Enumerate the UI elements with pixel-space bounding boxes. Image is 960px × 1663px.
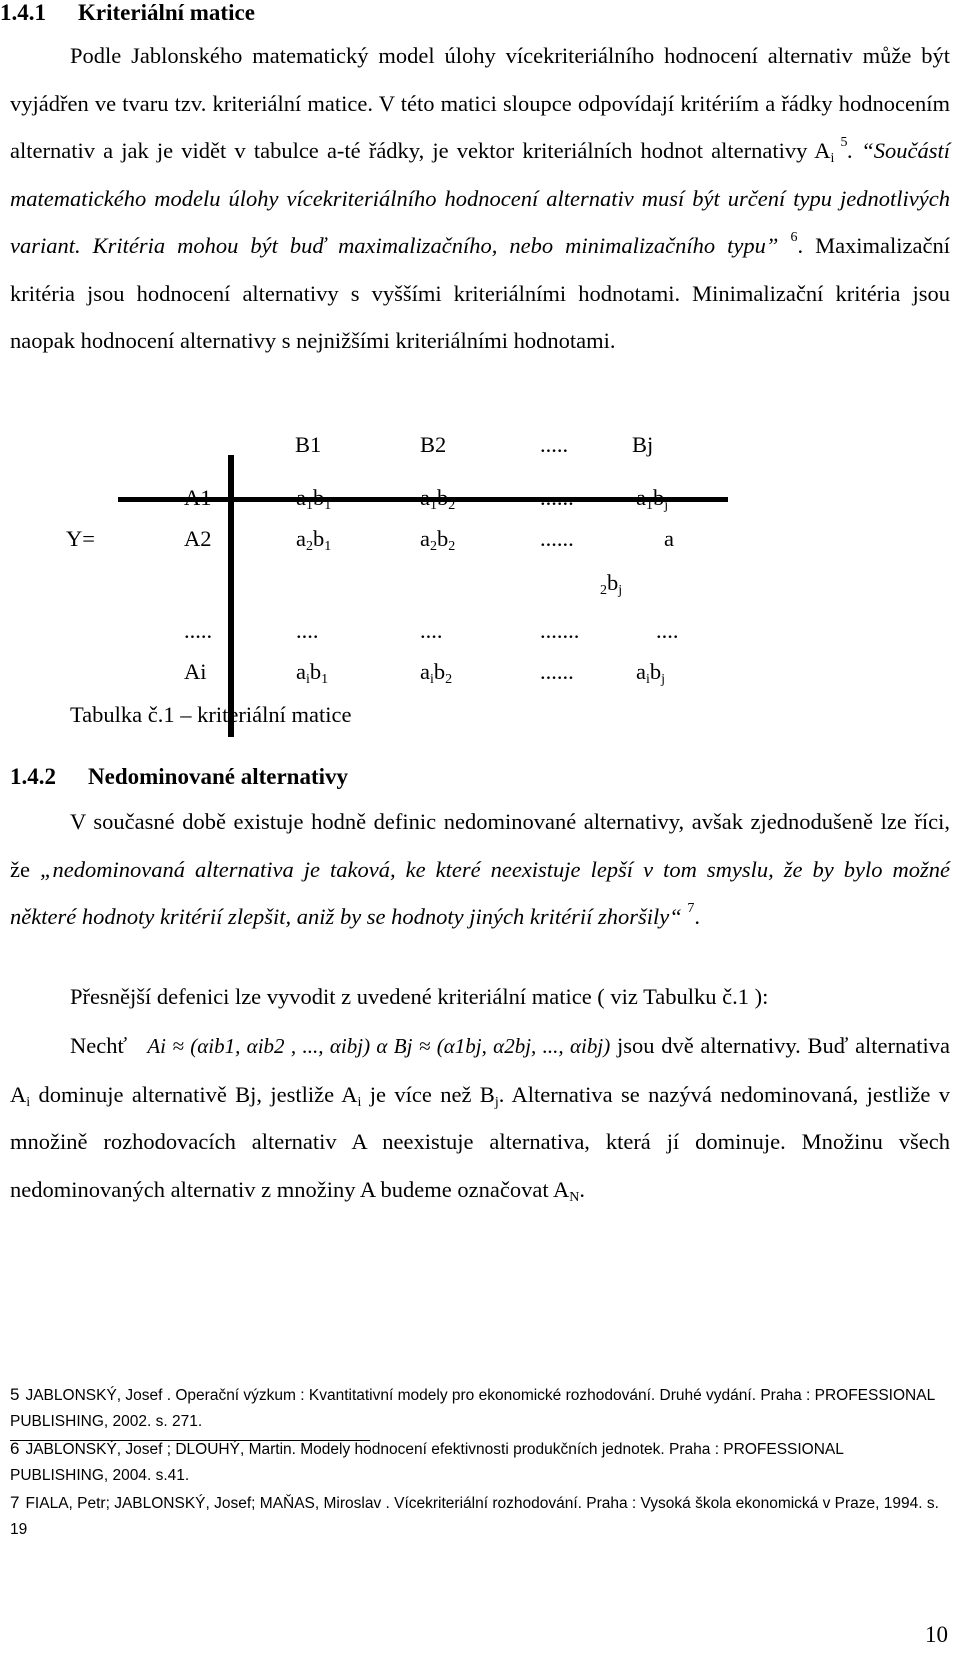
footnote-ref-5[interactable]: 5 bbox=[840, 135, 848, 150]
col-header-bj: Bj bbox=[632, 432, 654, 457]
cell-ai-b1: $a_ib_1$ bbox=[296, 659, 329, 687]
paragraph-definice bbox=[10, 973, 950, 1021]
cell-a1-dots: ...... bbox=[540, 485, 574, 510]
cell-a1-b1: $a_1b_1$ bbox=[296, 485, 332, 513]
quote-text: „nedominovaná alternativa je taková, ke které neexistuje lepší v tom smyslu, že by bylo možné některé hodnoty kritérií zlepšit, aniž by se hodnoty jiných kritérií zhoršily“ bbox=[10, 856, 950, 929]
cell-dots-2: .... bbox=[296, 618, 319, 643]
col-header-dots: ..... bbox=[540, 432, 569, 457]
paragraph-text: V současné době existuje hodně definic nedominované alternativy, avšak zjednodušeně lze říci, že bbox=[10, 809, 950, 882]
paragraph-nedominovane: V současné době existuje hodně definic nedominované alternativy, avšak zjednodušeně lze říci, že „nedominovaná alternativa je taková, ke které neexistuje lepší v tom smyslu, že by bylo možné některé hodnoty kritérií zlepšit, aniž by se hodnoty jiných kritérií zhoršily“ $^7$. bbox=[10, 809, 950, 929]
section-heading-1-4-2 bbox=[10, 764, 348, 790]
cell-dots-1: ..... bbox=[184, 618, 213, 643]
section-title: Nedominované alternativy bbox=[88, 764, 349, 789]
footnote-text: JABLONSKÝ, Josef . Operační výzkum : Kvantitativní modely pro ekonomické rozhodování. Druhé vydání. Praha : PROFESSIONAL PUBLISHING, 2002. s. 271. bbox=[10, 1387, 935, 1430]
col-header-b2: B2 bbox=[420, 432, 447, 457]
cell-dots-4: ....... bbox=[540, 618, 580, 643]
cell-dots-3: .... bbox=[420, 618, 443, 643]
col-header-b1: B1 bbox=[295, 432, 322, 457]
quote-text: . “Součástí matematického modelu úlohy vícekriteriálního hodnocení alternativ musí být určení typu jednotlivých variant. Kritéria mohou být buď maximalizačního, nebo minimalizačního typu” bbox=[10, 138, 950, 258]
footnote-number: 5 bbox=[10, 1385, 20, 1404]
cell-a1-b2: $a_1b_2$ bbox=[420, 485, 456, 513]
table-caption: Tabulka č.1 – kriteriální matice bbox=[70, 702, 352, 727]
row-label-a2: A2 bbox=[184, 526, 212, 551]
paragraph-text: . Maximalizační kritéria jsou hodnocení alternativy s vyššími kriteriálními hodnotami. Minimalizační kritéria jsou naopak hodnocení alternativy s nejnižšími kriteriálními hodnotami. bbox=[10, 233, 951, 353]
footnote-ref-6[interactable]: 6 bbox=[790, 230, 798, 245]
math-formula: Ai ≈ (αib1, αib2 , ..., αibj) α Bj ≈ (α1bj, α2bj, ..., αibj) bbox=[147, 1034, 611, 1058]
footnote-text: FIALA, Petr; JABLONSKÝ, Josef; MAŇAS, Miroslav . Vícekriteriální rozhodování. Praha : Vysoká škola ekonomická v Praze, 1994. s. 19 bbox=[10, 1495, 939, 1538]
cell-ai-dots: ...... bbox=[540, 659, 574, 684]
cell-a2-b2: $a_2b_2$ bbox=[420, 526, 456, 554]
cell-ai-bj: $a_ib_j$ bbox=[636, 659, 666, 687]
page-number: 10 bbox=[925, 1622, 948, 1647]
cell-ai-b2: $a_ib_2$ bbox=[420, 659, 453, 687]
paragraph-text: Nechť bbox=[70, 1033, 128, 1058]
cell-a2-dots: ...... bbox=[540, 526, 574, 551]
row-label-ai: Ai bbox=[184, 659, 207, 684]
footnote-7 bbox=[10, 1490, 940, 1543]
footnote-number: 7 bbox=[10, 1493, 20, 1512]
cell-a2-bj-start: a bbox=[664, 526, 674, 551]
paragraph-kriterialni-matice bbox=[10, 32, 950, 365]
paragraph-text: Podle Jablonského matematický model úlohy vícekriteriálního hodnocení alternativ může být vyjádřen ve tvaru tzv. kriteriální matice. V této matici sloupce odpovídají kritériím a řádky hodnocením alternativ a jak je vidět v tabulce a-té řádky, je vektor kriteriálních hodnot alternativy A bbox=[10, 43, 950, 163]
section-number: 1.4.2 bbox=[10, 764, 56, 789]
section-title: Kriteriální matice bbox=[78, 0, 255, 25]
paragraph-dominance: Nechť Ai ≈ (αib1, αib2 , ..., αibj) α Bj ≈ (α1bj, α2bj, ..., αibj) jsou dvě alternativy. Buď alternativa $A_i$ dominuje alternativě Bj, jestliže $A_i$ je více než $B_j$. Alternativa se nazývá nedominovaná, jestliže v množině rozhodovacích alternativ A neexistuje alternativa, která jí dominuje. Množinu všech nedominovaných alternativ z množiny A budeme označovat $A_N$. bbox=[10, 1033, 951, 1205]
cell-a2-b1: $a_2b_1$ bbox=[296, 526, 332, 554]
cell-a2-bj-wrap: $_2b_j$ bbox=[600, 570, 623, 598]
row-label-a1: A1 bbox=[184, 485, 212, 510]
paragraph-text: Přesnější defenici lze vyvodit z uvedené kriteriální matice ( viz Tabulku č.1 ): bbox=[70, 984, 769, 1009]
footnote-5 bbox=[10, 1382, 940, 1435]
footnote-6 bbox=[10, 1436, 940, 1489]
footnote-number: 6 bbox=[10, 1439, 20, 1458]
cell-dots-5: .... bbox=[656, 618, 679, 643]
matrix-y-label: Y= bbox=[66, 526, 95, 551]
footnote-ref-7[interactable]: 7 bbox=[687, 901, 695, 916]
subscript: i bbox=[830, 151, 835, 166]
cell-a1-bj: $a_1b_j$ bbox=[636, 485, 669, 513]
footnote-text: JABLONSKÝ, Josef ; DLOUHÝ, Martin. Modely hodnocení efektivnosti produkčních jednotek. Praha : PROFESSIONAL PUBLISHING, 2004. s.41. bbox=[10, 1441, 844, 1484]
section-heading-1-4-1 bbox=[0, 0, 255, 26]
section-number: 1.4.1 bbox=[0, 0, 46, 25]
